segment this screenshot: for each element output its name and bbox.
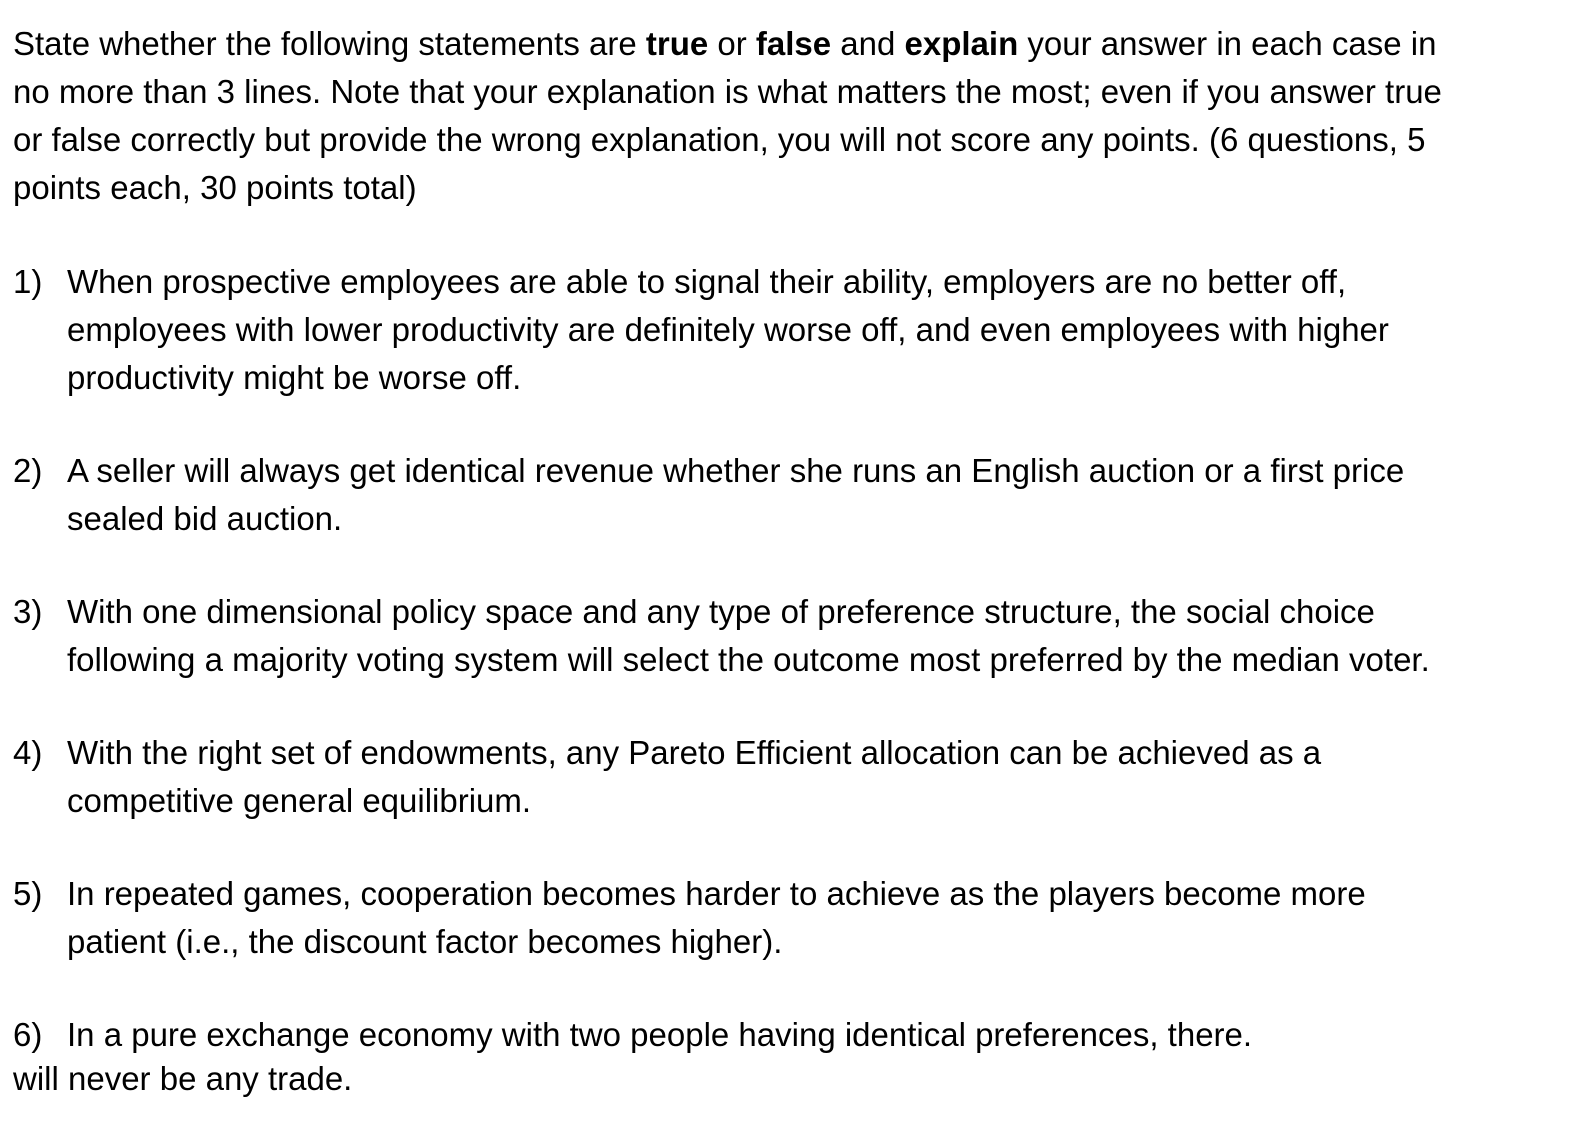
question-text-line: competitive general equilibrium. (67, 782, 532, 819)
question-text-line (13, 1011, 1573, 1059)
bold-true: true (645, 25, 709, 62)
question-text-line: will never be any trade. (13, 1060, 353, 1097)
question-text-line: patient (i.e., the discount factor becomes higher). (67, 923, 783, 960)
question-number: 3) (13, 593, 43, 630)
question-text-line: A seller will always get identical revenue whether she runs an English auction or a first price (67, 452, 1405, 489)
instructions-line-4: points each, 30 points total) (13, 169, 417, 206)
question-text-line: With the right set of endowments, any Pareto Efficient allocation can be achieved as a (67, 734, 1322, 771)
question-6 (13, 1011, 1573, 1099)
question-text-line: sealed bid auction. (67, 500, 343, 537)
question-text-line: With one dimensional policy space and any type of preference structure, the social choice (67, 593, 1375, 630)
question-number: 5) (13, 875, 43, 912)
question-text-line: following a majority voting system will select the outcome most preferred by the median voter. (67, 641, 1430, 678)
question-text: In a pure exchange economy with two people having identical preferences, there. (67, 1016, 1253, 1053)
bold-explain: explain (904, 25, 1019, 62)
question-4 (13, 729, 1573, 825)
question-5 (13, 870, 1573, 966)
instructions-line-2: no more than 3 lines. Note that your explanation is what matters the most; even if you answer true (13, 73, 1442, 110)
question-2 (13, 447, 1573, 543)
instructions-line-1: State whether the following statements are true or false and explain your answer in each case in (13, 25, 1437, 62)
question-1 (13, 258, 1573, 402)
question-text-line: productivity might be worse off. (67, 359, 522, 396)
bold-false: false (755, 25, 832, 62)
instructions-line-3: or false correctly but provide the wrong explanation, you will not score any points. (6 questions, 5 (13, 121, 1426, 158)
question-number: 2) (13, 452, 43, 489)
question-number: 6) (13, 1016, 43, 1053)
question-number: 1) (13, 263, 43, 300)
instructions-paragraph (13, 20, 1573, 212)
question-text-line: In repeated games, cooperation becomes harder to achieve as the players become more (67, 875, 1366, 912)
document-page (13, 20, 1573, 1099)
question-text-line: employees with lower productivity are definitely worse off, and even employees with higher (67, 311, 1389, 348)
question-text-line: When prospective employees are able to signal their ability, employers are no better off, (67, 263, 1347, 300)
question-3 (13, 588, 1573, 684)
question-number: 4) (13, 734, 43, 771)
